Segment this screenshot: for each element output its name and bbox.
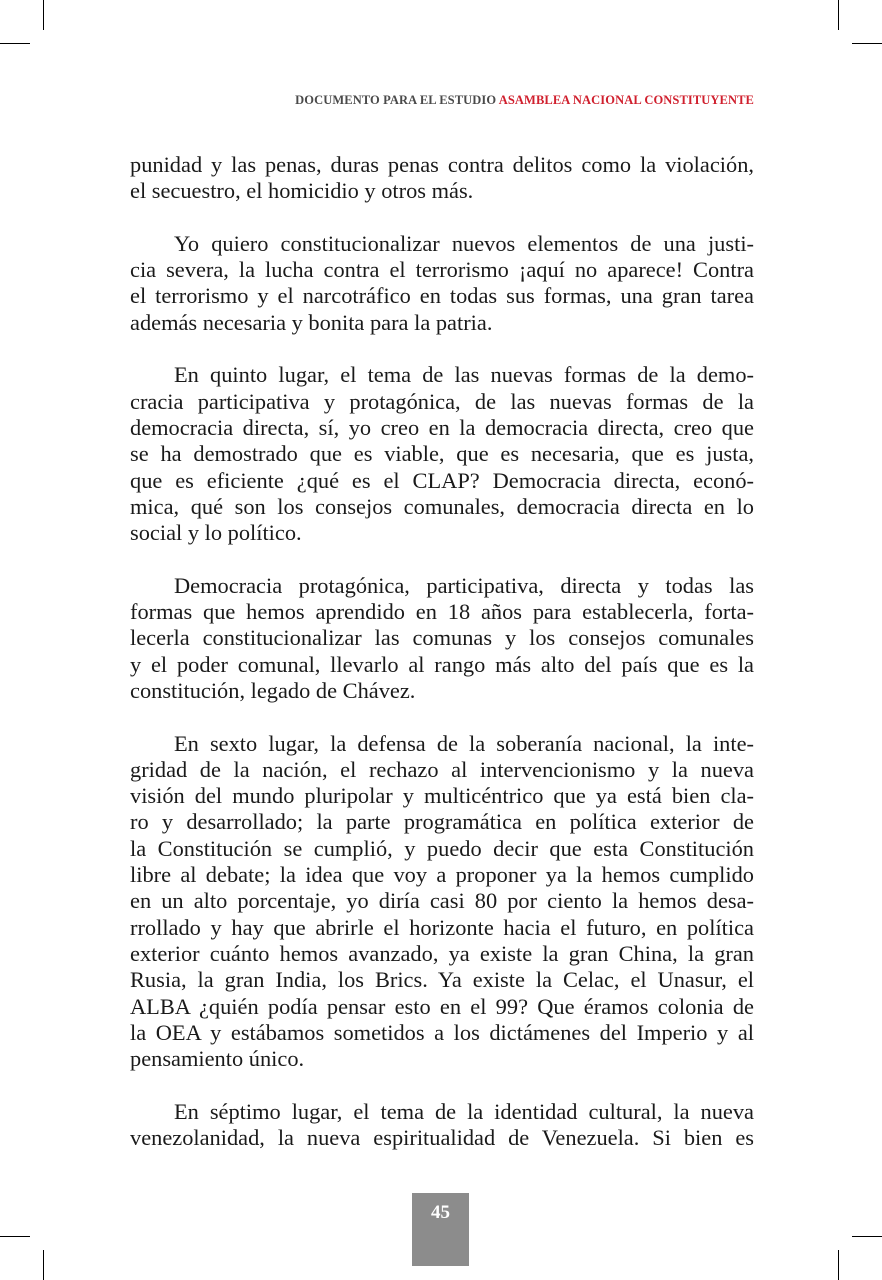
text-line: cia severa, la lucha contra el terrorismo ¡aquí no aparece! Contra	[130, 257, 754, 283]
text-line: en un alto porcentaje, yo diría casi 80 por ciento la hemos desa-	[130, 888, 754, 914]
text-line: punidad y las penas, duras penas contra delitos como la violación,	[130, 152, 754, 177]
crop-mark-br-v	[838, 1250, 839, 1280]
paragraph	[130, 152, 754, 205]
text-line: En quinto lugar, el tema de las nuevas formas de la demo-	[174, 362, 754, 388]
text-line: la Constitución se cumplió, y puedo decir que esta Constitución	[130, 835, 754, 861]
text-line: Yo quiero constitucionalizar nuevos elementos de una justi-	[174, 230, 754, 256]
text-line: ro y desarrollado; la parte programática en política exterior de	[130, 809, 754, 835]
header-left: DOCUMENTO PARA EL ESTUDIO	[295, 93, 497, 107]
text-line: social y lo político.	[130, 520, 302, 546]
crop-mark-bl-v	[43, 1250, 44, 1280]
text-line: que es eficiente ¿qué es el CLAP? Democracia directa, econó-	[130, 467, 754, 493]
crop-mark-tl-v	[43, 0, 44, 30]
text-line: la OEA y estábamos sometidos a los dictámenes del Imperio y al	[130, 1019, 754, 1045]
text-line: mica, qué son los consejos comunales, democracia directa en lo	[130, 493, 754, 519]
text-line: pensamiento único.	[130, 1046, 305, 1072]
text-line: el secuestro, el homicidio y otros más.	[130, 178, 474, 204]
text-line: visión del mundo pluripolar y multicéntrico que ya está bien cla-	[130, 783, 754, 809]
paragraph	[130, 1099, 754, 1152]
text-line: En sexto lugar, la defensa de la soberanía nacional, la inte-	[174, 730, 754, 756]
page-number: 45	[431, 1202, 450, 1223]
text-line: Rusia, la gran India, los Brics. Ya existe la Celac, el Unasur, el	[130, 967, 754, 993]
text-line: formas que hemos aprendido en 18 años para establecerla, forta-	[130, 599, 754, 625]
paragraph	[130, 362, 754, 546]
text-line: ALBA ¿quién podía pensar esto en el 99? Que éramos colonia de	[130, 993, 754, 1019]
text-line: y el poder comunal, llevarlo al rango más alto del país que es la	[130, 651, 754, 677]
page-number-box	[412, 1193, 469, 1266]
text-line: lecerla constitucionalizar las comunas y los consejos comunales	[130, 625, 754, 651]
crop-mark-br-h	[852, 1236, 882, 1237]
crop-mark-tl-h	[0, 43, 30, 44]
running-header	[295, 93, 754, 108]
text-line: exterior cuánto hemos avanzado, ya existe la gran China, la gran	[130, 940, 754, 966]
paragraph	[130, 231, 754, 336]
text-line: constitución, legado de Chávez.	[130, 677, 416, 703]
text-line: el terrorismo y el narcotráfico en todas sus formas, una gran tarea	[130, 283, 754, 309]
text-line: En séptimo lugar, el tema de la identidad cultural, la nueva	[174, 1098, 754, 1124]
text-line: cracia participativa y protagónica, de las nuevas formas de la	[130, 388, 754, 414]
header-right: ASAMBLEA NACIONAL CONSTITUYENTE	[498, 93, 754, 107]
text-line: rrollado y hay que abrirle el horizonte hacia el futuro, en política	[130, 914, 754, 940]
text-line: democracia directa, sí, yo creo en la democracia directa, creo que	[130, 414, 754, 440]
text-line: venezolanidad, la nueva espiritualidad de Venezuela. Si bien es	[130, 1124, 754, 1150]
text-line: se ha demostrado que es viable, que es necesaria, que es justa,	[130, 441, 754, 467]
text-line: además necesaria y bonita para la patria.	[130, 309, 493, 335]
crop-mark-bl-h	[0, 1236, 30, 1237]
text-line: libre al debate; la idea que voy a proponer ya la hemos cumplido	[130, 862, 754, 888]
text-line: gridad de la nación, el rechazo al intervencionismo y la nueva	[130, 756, 754, 782]
text-line: Democracia protagónica, participativa, directa y todas las	[174, 572, 754, 598]
body-text	[130, 152, 754, 1178]
paragraph	[130, 731, 754, 1073]
crop-mark-tr-h	[852, 43, 882, 44]
paragraph	[130, 573, 754, 704]
crop-mark-tr-v	[838, 0, 839, 30]
